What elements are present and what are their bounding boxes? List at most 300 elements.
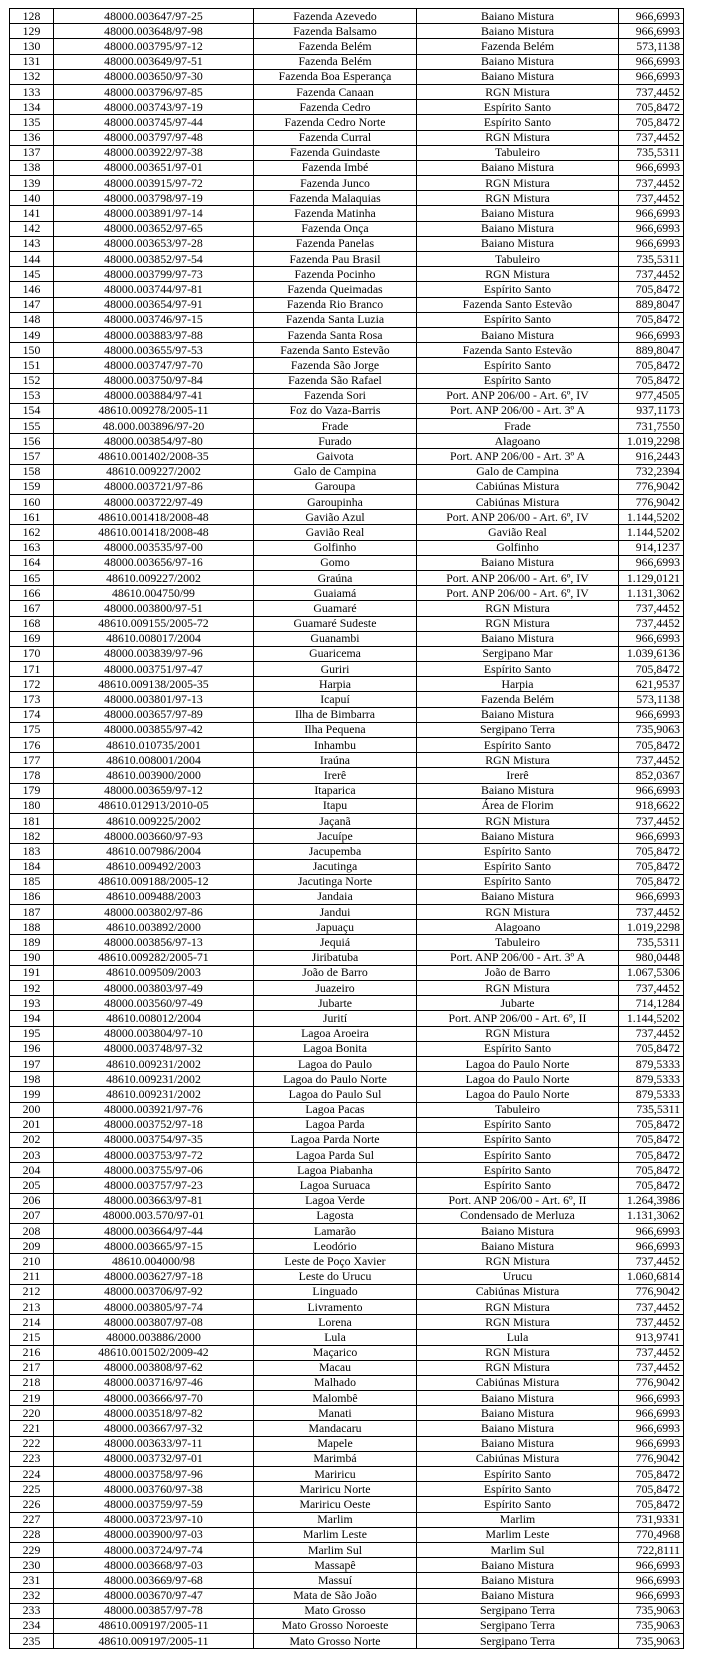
process-number-cell: 48610.009197/2005-11 [54,1618,254,1633]
field-name-cell: Guriri [254,662,417,677]
table-row [10,631,684,646]
row-number-cell: 212 [10,1284,54,1299]
process-number-cell: 48000.003753/97-72 [54,1148,254,1163]
price-cell: 714,1284 [619,996,684,1011]
price-cell: 735,9063 [619,1618,684,1633]
process-number-cell: 48000.003883/97-88 [54,327,254,342]
table-row [10,1391,684,1406]
table-row [10,859,684,874]
process-number-cell: 48000.003666/97-70 [54,1391,254,1406]
process-number-cell: 48000.003652/97-65 [54,221,254,236]
field-name-cell: Lagosta [254,1208,417,1223]
field-name-cell: Mato Grosso [254,1603,417,1618]
reference-oil-cell: Port. ANP 206/00 - Art. 6º, II [417,1193,619,1208]
price-cell: 731,7550 [619,419,684,434]
price-cell: 737,4452 [619,813,684,828]
process-number-cell: 48000.003922/97-38 [54,145,254,160]
field-name-cell: Fazenda Cedro [254,100,417,115]
table-row [10,1573,684,1588]
table-row [10,312,684,327]
process-number-cell: 48000.003670/97-47 [54,1588,254,1603]
row-number-cell: 183 [10,844,54,859]
reference-oil-cell: Tabuleiro [417,1102,619,1117]
process-number-cell: 48000.003535/97-00 [54,540,254,555]
reference-oil-cell: Cabiúnas Mistura [417,1375,619,1390]
reference-oil-cell: Sergipano Terra [417,722,619,737]
process-number-cell: 48000.003649/97-51 [54,54,254,69]
price-cell: 705,8472 [619,282,684,297]
reference-oil-cell: Espírito Santo [417,844,619,859]
table-row [10,191,684,206]
reference-oil-cell: Sergipano Terra [417,1603,619,1618]
price-cell: 737,4452 [619,905,684,920]
price-cell: 705,8472 [619,859,684,874]
field-name-cell: Ilha Pequena [254,722,417,737]
field-name-cell: Harpia [254,677,417,692]
field-name-cell: Guaricema [254,646,417,661]
price-cell: 705,8472 [619,1467,684,1482]
table-row [10,510,684,525]
process-number-cell: 48610.010735/2001 [54,738,254,753]
table-row [10,586,684,601]
process-number-cell: 48000.003518/97-82 [54,1406,254,1421]
reference-oil-cell: Fazenda Belém [417,692,619,707]
field-name-cell: Malombê [254,1391,417,1406]
process-number-cell: 48610.009488/2003 [54,889,254,904]
table-row [10,889,684,904]
price-cell: 966,6993 [619,160,684,175]
reference-oil-cell: Cabiúnas Mistura [417,479,619,494]
table-row [10,1026,684,1041]
field-name-cell: Malhado [254,1375,417,1390]
reference-oil-cell: RGN Mistura [417,1299,619,1314]
reference-oil-cell: Baiano Mistura [417,327,619,342]
row-number-cell: 146 [10,282,54,297]
table-row [10,753,684,768]
process-number-cell: 48610.009231/2002 [54,1056,254,1071]
table-row [10,358,684,373]
process-number-cell: 48000.003804/97-10 [54,1026,254,1041]
table-row [10,1482,684,1497]
price-cell: 705,8472 [619,874,684,889]
row-number-cell: 166 [10,586,54,601]
row-number-cell: 204 [10,1163,54,1178]
process-number-cell: 48000.003743/97-19 [54,100,254,115]
process-number-cell: 48000.003650/97-30 [54,69,254,84]
price-cell: 705,8472 [619,1178,684,1193]
price-cell: 705,8472 [619,1163,684,1178]
row-number-cell: 160 [10,495,54,510]
row-number-cell: 134 [10,100,54,115]
price-cell: 737,4452 [619,84,684,99]
row-number-cell: 182 [10,829,54,844]
field-name-cell: Jiribatuba [254,950,417,965]
price-cell: 966,6993 [619,1558,684,1573]
price-cell: 737,4452 [619,191,684,206]
row-number-cell: 217 [10,1360,54,1375]
process-number-cell: 48610.008012/2004 [54,1011,254,1026]
reference-oil-cell: Fazenda Santo Estevão [417,297,619,312]
process-number-cell: 48000.003655/97-53 [54,343,254,358]
field-name-cell: Jubarte [254,996,417,1011]
table-row [10,24,684,39]
row-number-cell: 199 [10,1087,54,1102]
reference-oil-cell: Espírito Santo [417,738,619,753]
row-number-cell: 222 [10,1436,54,1451]
row-number-cell: 192 [10,981,54,996]
reference-oil-cell: Baiano Mistura [417,707,619,722]
table-row [10,646,684,661]
field-name-cell: Icapuí [254,692,417,707]
reference-oil-cell: RGN Mistura [417,1026,619,1041]
reference-oil-cell: RGN Mistura [417,616,619,631]
price-cell: 735,9063 [619,1603,684,1618]
reference-oil-cell: Baiano Mistura [417,1239,619,1254]
row-number-cell: 140 [10,191,54,206]
reference-oil-cell: Gavião Real [417,525,619,540]
reference-oil-cell: Baiano Mistura [417,1391,619,1406]
row-number-cell: 230 [10,1558,54,1573]
process-number-cell: 48000.003751/97-47 [54,662,254,677]
field-name-cell: Lagoa Parda Norte [254,1132,417,1147]
row-number-cell: 219 [10,1391,54,1406]
price-cell: 737,4452 [619,1360,684,1375]
price-cell: 770,4968 [619,1527,684,1542]
price-cell: 966,6993 [619,24,684,39]
process-number-cell: 48000.003808/97-62 [54,1360,254,1375]
process-number-cell: 48000.003802/97-86 [54,905,254,920]
table-row [10,464,684,479]
row-number-cell: 190 [10,950,54,965]
field-name-cell: Leste do Urucu [254,1269,417,1284]
reference-oil-cell: Baiano Mistura [417,1436,619,1451]
process-number-cell: 48610.009509/2003 [54,965,254,980]
row-number-cell: 231 [10,1573,54,1588]
row-number-cell: 195 [10,1026,54,1041]
process-number-cell: 48000.003755/97-06 [54,1163,254,1178]
row-number-cell: 205 [10,1178,54,1193]
reference-oil-cell: Baiano Mistura [417,555,619,570]
field-name-cell: Itapu [254,798,417,813]
process-number-cell: 48000.003724/97-74 [54,1542,254,1557]
table-row [10,434,684,449]
process-number-cell: 48610.009225/2002 [54,813,254,828]
process-number-cell: 48000.003803/97-49 [54,981,254,996]
row-number-cell: 208 [10,1224,54,1239]
row-number-cell: 181 [10,813,54,828]
process-number-cell: 48610.008001/2004 [54,753,254,768]
field-name-cell: Golfinho [254,540,417,555]
price-cell: 966,6993 [619,221,684,236]
process-number-cell: 48000.003633/97-11 [54,1436,254,1451]
field-name-cell: Fazenda Belém [254,39,417,54]
table-row [10,145,684,160]
process-number-cell: 48610.009231/2002 [54,1087,254,1102]
table-row [10,282,684,297]
row-number-cell: 223 [10,1451,54,1466]
field-name-cell: Lagoa Suruaca [254,1178,417,1193]
reference-oil-cell: Port. ANP 206/00 - Art. 3º A [417,449,619,464]
table-row [10,525,684,540]
process-number-cell: 48000.003664/97-44 [54,1224,254,1239]
process-number-cell: 48610.004000/98 [54,1254,254,1269]
table-row [10,297,684,312]
price-cell: 1.129,0121 [619,570,684,585]
table-row [10,1375,684,1390]
field-name-cell: Ilha de Bimbarra [254,707,417,722]
price-cell: 737,4452 [619,1254,684,1269]
process-number-cell: 48000.003657/97-89 [54,707,254,722]
process-number-cell: 48000.003745/97-44 [54,115,254,130]
process-number-cell: 48000.003732/97-01 [54,1451,254,1466]
reference-oil-cell: RGN Mistura [417,84,619,99]
price-cell: 705,8472 [619,1117,684,1132]
field-name-cell: Itaparica [254,783,417,798]
row-number-cell: 189 [10,935,54,950]
field-name-cell: Fazenda Matinha [254,206,417,221]
reference-oil-cell: RGN Mistura [417,905,619,920]
reference-oil-cell: Baiano Mistura [417,221,619,236]
process-number-cell: 48000.003800/97-51 [54,601,254,616]
table-row [10,601,684,616]
price-cell: 980,0448 [619,950,684,965]
reference-oil-cell: RGN Mistura [417,601,619,616]
process-number-cell: 48000.003758/97-96 [54,1467,254,1482]
price-cell: 735,9063 [619,1634,684,1649]
price-cell: 705,8472 [619,312,684,327]
process-number-cell: 48000.003627/97-18 [54,1269,254,1284]
price-cell: 737,4452 [619,176,684,191]
price-cell: 918,6622 [619,798,684,813]
process-number-cell: 48000.003915/97-72 [54,176,254,191]
price-cell: 705,8472 [619,358,684,373]
reference-oil-cell: RGN Mistura [417,130,619,145]
process-number-cell: 48000.003852/97-54 [54,252,254,267]
table-row [10,1406,684,1421]
price-cell: 966,6993 [619,206,684,221]
row-number-cell: 186 [10,889,54,904]
process-number-cell: 48610.009227/2002 [54,570,254,585]
field-name-cell: Fazenda Pau Brasil [254,252,417,267]
reference-oil-cell: Urucu [417,1269,619,1284]
reference-oil-cell: Baiano Mistura [417,829,619,844]
field-name-cell: Massuí [254,1573,417,1588]
process-number-cell: 48000.003801/97-13 [54,692,254,707]
process-number-cell: 48000.003748/97-32 [54,1041,254,1056]
field-name-cell: Fazenda Onça [254,221,417,236]
process-number-cell: 48000.003921/97-76 [54,1102,254,1117]
process-number-cell: 48000.003760/97-38 [54,1482,254,1497]
price-cell: 732,2394 [619,464,684,479]
price-cell: 573,1138 [619,692,684,707]
price-cell: 879,5333 [619,1056,684,1071]
row-number-cell: 163 [10,540,54,555]
field-name-cell: Mariricu Norte [254,1482,417,1497]
fields-table-body [10,9,684,1649]
reference-oil-cell: Lula [417,1330,619,1345]
price-cell: 737,4452 [619,267,684,282]
process-number-cell: 48000.003759/97-59 [54,1497,254,1512]
process-number-cell: 48610.009282/2005-71 [54,950,254,965]
field-name-cell: Mandacaru [254,1421,417,1436]
price-cell: 966,6993 [619,1421,684,1436]
row-number-cell: 194 [10,1011,54,1026]
table-row [10,343,684,358]
table-row [10,206,684,221]
field-name-cell: Fazenda Santa Rosa [254,327,417,342]
process-number-cell: 48000.003750/97-84 [54,373,254,388]
reference-oil-cell: Espírito Santo [417,373,619,388]
process-number-cell: 48000.003795/97-12 [54,39,254,54]
reference-oil-cell: Sergipano Terra [417,1618,619,1633]
reference-oil-cell: Condensado de Merluza [417,1208,619,1223]
table-row [10,1421,684,1436]
row-number-cell: 170 [10,646,54,661]
price-cell: 966,6993 [619,1239,684,1254]
reference-oil-cell: RGN Mistura [417,267,619,282]
table-row [10,1132,684,1147]
table-row [10,1618,684,1633]
field-name-cell: Lagoa Piabanha [254,1163,417,1178]
row-number-cell: 196 [10,1041,54,1056]
price-cell: 731,9331 [619,1512,684,1527]
reference-oil-cell: Lagoa do Paulo Norte [417,1056,619,1071]
field-name-cell: Fazenda Balsamo [254,24,417,39]
reference-oil-cell: Espírito Santo [417,1117,619,1132]
reference-oil-cell: Jubarte [417,996,619,1011]
reference-oil-cell: Tabuleiro [417,935,619,950]
row-number-cell: 153 [10,388,54,403]
reference-oil-cell: Espírito Santo [417,312,619,327]
table-row [10,920,684,935]
process-number-cell: 48610.004750/99 [54,586,254,601]
process-number-cell: 48000.003797/97-48 [54,130,254,145]
price-cell: 966,6993 [619,327,684,342]
row-number-cell: 135 [10,115,54,130]
price-cell: 705,8472 [619,373,684,388]
table-row [10,115,684,130]
price-cell: 879,5333 [619,1087,684,1102]
reference-oil-cell: RGN Mistura [417,1345,619,1360]
reference-oil-cell: RGN Mistura [417,981,619,996]
row-number-cell: 154 [10,403,54,418]
field-name-cell: Fazenda Junco [254,176,417,191]
table-row [10,449,684,464]
reference-oil-cell: Baiano Mistura [417,1558,619,1573]
row-number-cell: 133 [10,84,54,99]
row-number-cell: 232 [10,1588,54,1603]
process-number-cell: 48000.003798/97-19 [54,191,254,206]
field-name-cell: Jequiá [254,935,417,950]
table-row [10,1542,684,1557]
reference-oil-cell: RGN Mistura [417,191,619,206]
process-number-cell: 48.000.003896/97-20 [54,419,254,434]
process-number-cell: 48000.003900/97-03 [54,1527,254,1542]
price-cell: 1.019,2298 [619,920,684,935]
price-cell: 776,9042 [619,1375,684,1390]
reference-oil-cell: Harpia [417,677,619,692]
process-number-cell: 48000.003656/97-16 [54,555,254,570]
process-number-cell: 48000.003669/97-68 [54,1573,254,1588]
field-name-cell: Leste de Poço Xavier [254,1254,417,1269]
row-number-cell: 141 [10,206,54,221]
field-name-cell: Lagoa Parda Sul [254,1148,417,1163]
row-number-cell: 157 [10,449,54,464]
table-row [10,1193,684,1208]
field-name-cell: Guamaré Sudeste [254,616,417,631]
field-name-cell: Fazenda Cedro Norte [254,115,417,130]
row-number-cell: 214 [10,1315,54,1330]
table-row [10,160,684,175]
price-cell: 1.131,3062 [619,1208,684,1223]
process-number-cell: 48610.009278/2005-11 [54,403,254,418]
table-row [10,677,684,692]
price-cell: 966,6993 [619,555,684,570]
field-name-cell: Fazenda Malaquias [254,191,417,206]
row-number-cell: 149 [10,327,54,342]
reference-oil-cell: Port. ANP 206/00 - Art. 3º A [417,403,619,418]
reference-oil-cell: Frade [417,419,619,434]
field-name-cell: Gomo [254,555,417,570]
process-number-cell: 48000.003560/97-49 [54,996,254,1011]
reference-oil-cell: Espírito Santo [417,1041,619,1056]
reference-oil-cell: Área de Florim [417,798,619,813]
process-number-cell: 48610.009188/2005-12 [54,874,254,889]
table-row [10,39,684,54]
reference-oil-cell: Baiano Mistura [417,889,619,904]
table-row [10,267,684,282]
table-row [10,1117,684,1132]
reference-oil-cell: Espírito Santo [417,358,619,373]
reference-oil-cell: Port. ANP 206/00 - Art. 3º A [417,950,619,965]
row-number-cell: 171 [10,662,54,677]
row-number-cell: 138 [10,160,54,175]
reference-oil-cell: Sergipano Terra [417,1634,619,1649]
row-number-cell: 187 [10,905,54,920]
field-name-cell: Gavião Real [254,525,417,540]
price-cell: 705,8472 [619,1148,684,1163]
reference-oil-cell: Espírito Santo [417,662,619,677]
reference-oil-cell: RGN Mistura [417,1360,619,1375]
reference-oil-cell: Baiano Mistura [417,206,619,221]
reference-oil-cell: Marlim Leste [417,1527,619,1542]
table-row [10,540,684,555]
price-cell: 735,5311 [619,935,684,950]
row-number-cell: 234 [10,1618,54,1633]
field-name-cell: Juazeiro [254,981,417,996]
field-name-cell: Garoupa [254,479,417,494]
field-name-cell: Fazenda Belém [254,54,417,69]
field-name-cell: Lagoa Parda [254,1117,417,1132]
field-name-cell: Mata de São João [254,1588,417,1603]
process-number-cell: 48610.012913/2010-05 [54,798,254,813]
table-row [10,1163,684,1178]
price-cell: 1.264,3986 [619,1193,684,1208]
reference-oil-cell: Espírito Santo [417,1467,619,1482]
table-row [10,1512,684,1527]
reference-oil-cell: Golfinho [417,540,619,555]
row-number-cell: 147 [10,297,54,312]
reference-oil-cell: Baiano Mistura [417,1588,619,1603]
table-row [10,221,684,236]
field-name-cell: Lagoa do Paulo [254,1056,417,1071]
table-row [10,1208,684,1223]
field-name-cell: Fazenda São Rafael [254,373,417,388]
reference-oil-cell: Espírito Santo [417,282,619,297]
row-number-cell: 136 [10,130,54,145]
field-name-cell: Massapê [254,1558,417,1573]
table-row [10,905,684,920]
